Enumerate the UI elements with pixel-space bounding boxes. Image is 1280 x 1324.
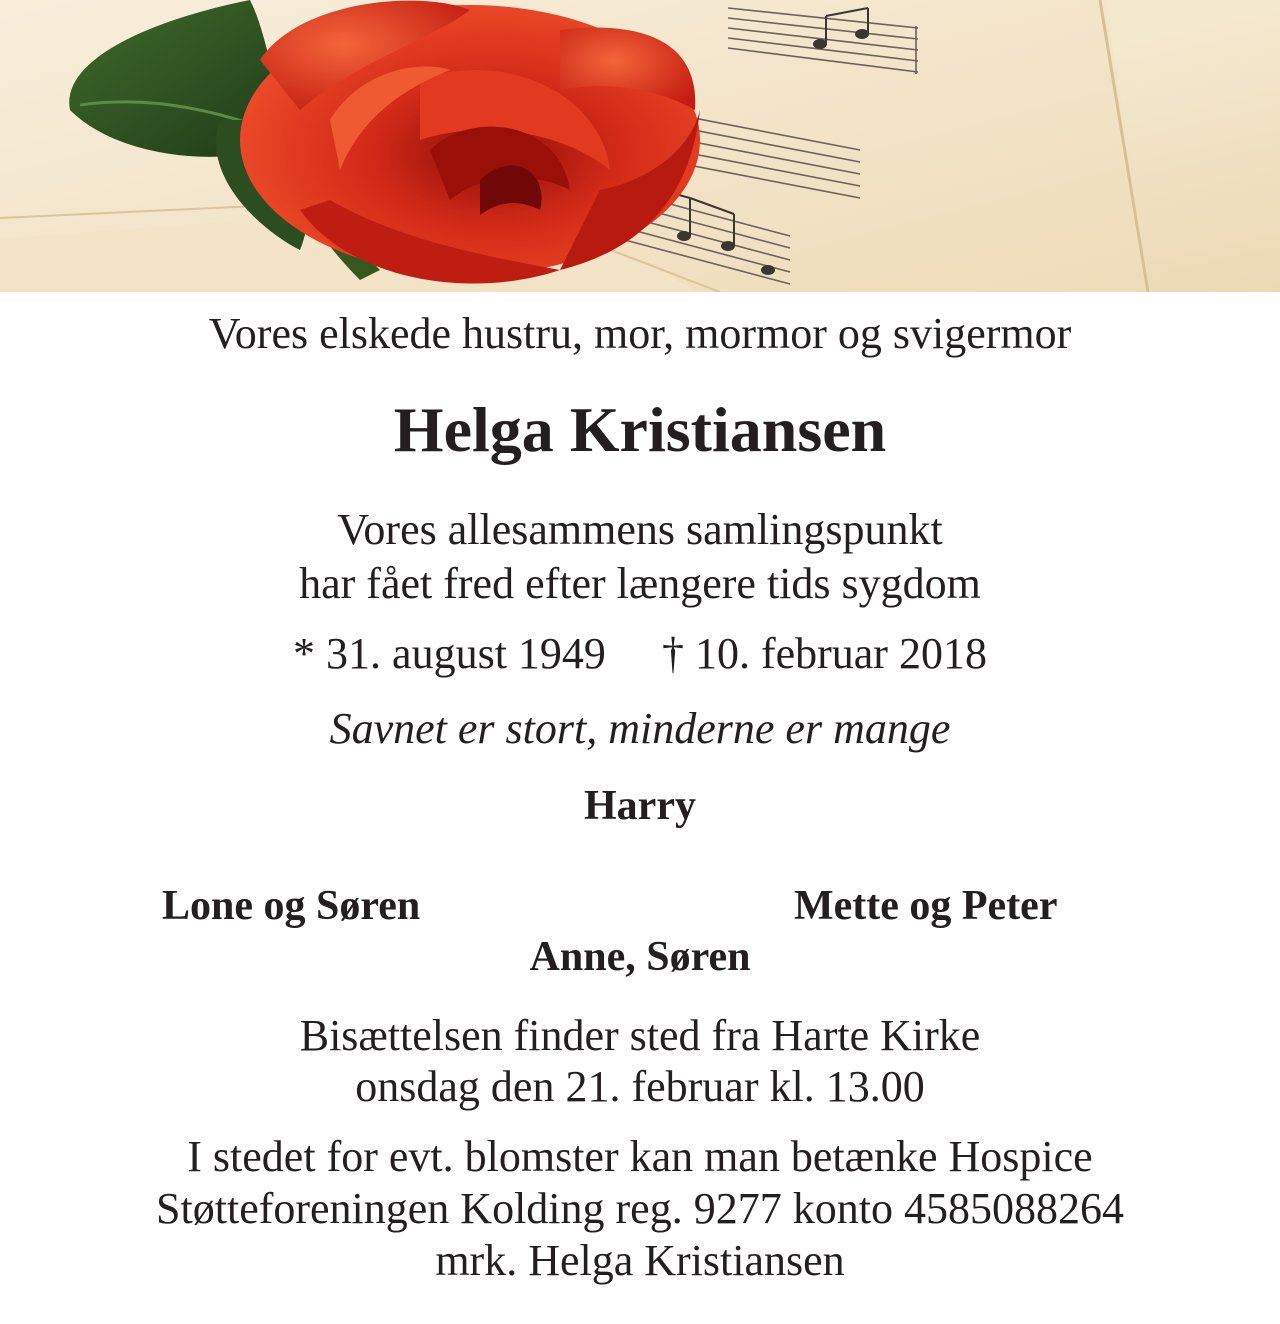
donation-line-2: Støtteforeningen Kolding reg. 9277 konto 4585088264 [156, 1184, 1124, 1233]
motto: Savnet er stort, minderne er mange [329, 704, 951, 753]
death-date: † 10. februar 2018 [661, 629, 987, 678]
donation-line-3: mrk. Helga Kristiansen [435, 1236, 845, 1285]
deceased-name: Helga Kristiansen [393, 394, 887, 465]
funeral-line-1: Bisættelsen finder sted fra Harte Kirke [299, 1011, 981, 1060]
life-dates [0, 629, 1280, 678]
funeral-line-2: onsdag den 21. februar kl. 13.00 [355, 1062, 925, 1111]
rose-on-sheet-music-image [0, 0, 1280, 292]
tribute-line-2: har fået fred efter længere tids sygdom [299, 559, 981, 608]
intro-line: Vores elskede hustru, mor, mormor og svigermor [208, 309, 1072, 358]
donation-line-1: I stedet for evt. blomster kan man betænke Hospice [187, 1132, 1093, 1181]
birth-date: * 31. august 1949 [293, 629, 606, 678]
family-middle: Anne, Søren [529, 934, 751, 980]
family-spouse: Harry [584, 783, 696, 829]
family-right: Mette og Peter [794, 883, 1058, 929]
tribute-line-1: Vores allesammens samlingspunkt [337, 505, 943, 554]
family-left: Lone og Søren [162, 883, 421, 929]
